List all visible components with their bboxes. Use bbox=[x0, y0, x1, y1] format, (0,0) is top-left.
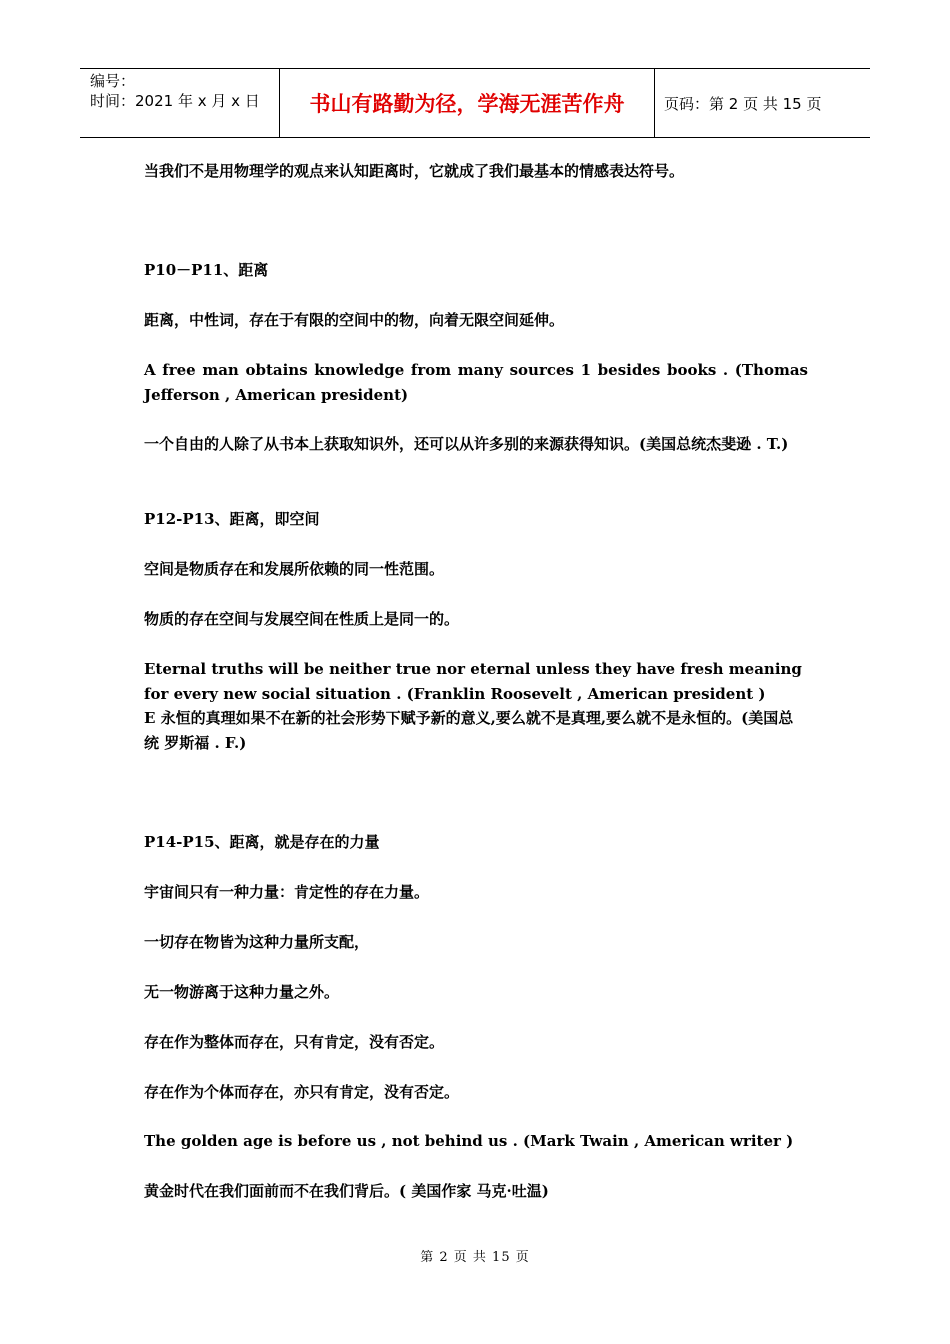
quote-chinese: E 永恒的真理如果不在新的社会形势下赋予新的意义,要么就不是真理,要么就不是永恒的。(美国总统 罗斯福 . F.) bbox=[144, 709, 794, 752]
header-meta bbox=[80, 69, 280, 137]
page-header bbox=[80, 68, 870, 138]
paragraph: 一切存在物皆为这种力量所支配， bbox=[144, 933, 370, 951]
paragraph: 物质的存在空间与发展空间在性质上是同一的。 bbox=[144, 610, 460, 628]
quote-chinese: 一个自由的人除了从书本上获取知识外，还可以从许多别的来源获得知识。(美国总统杰斐逊 . T.) bbox=[144, 435, 789, 453]
header-page-info: 页码：第 2 页 共 15 页 bbox=[664, 94, 822, 113]
section-heading: P10－P11、距离 bbox=[144, 261, 269, 279]
quote-chinese: 黄金时代在我们面前而不在我们背后。( 美国作家 马克·吐温) bbox=[144, 1182, 549, 1200]
paragraph: 存在作为整体而存在，只有肯定，没有否定。 bbox=[144, 1033, 445, 1051]
header-motto: 书山有路勤为径，学海无涯苦作舟 bbox=[280, 69, 655, 137]
quote-english: The golden age is before us , not behind us . (Mark Twain , American writer ) bbox=[144, 1132, 794, 1150]
paragraph: 存在作为个体而存在，亦只有肯定，没有否定。 bbox=[144, 1083, 460, 1101]
paragraph: 空间是物质存在和发展所依赖的同一性范围。 bbox=[144, 560, 445, 578]
paragraph: 当我们不是用物理学的观点来认知距离时，它就成了我们最基本的情感表达符号。 bbox=[144, 162, 685, 180]
quote-english: Eternal truths will be neither true nor eternal unless they have fresh meaning for every new social situation . (Franklin Roosevelt , American president ) bbox=[144, 660, 802, 703]
section-heading: P14-P15、距离，就是存在的力量 bbox=[144, 833, 380, 851]
document-date: 时间：2021 年 x 月 x 日 bbox=[90, 92, 260, 110]
paragraph: 宇宙间只有一种力量：肯定性的存在力量。 bbox=[144, 883, 430, 901]
document-number-label: 编号： bbox=[90, 72, 136, 90]
paragraph: 距离，中性词，存在于有限的空间中的物，向着无限空间延伸。 bbox=[144, 311, 565, 329]
page-footer: 第 2 页 共 15 页 bbox=[420, 1250, 530, 1265]
paragraph: 无一物游离于这种力量之外。 bbox=[144, 983, 340, 1001]
quote-english: A free man obtains knowledge from many sources 1 besides books . (Thomas Jefferson , American president) bbox=[144, 361, 808, 404]
section-heading: P12-P13、距离，即空间 bbox=[144, 510, 320, 528]
